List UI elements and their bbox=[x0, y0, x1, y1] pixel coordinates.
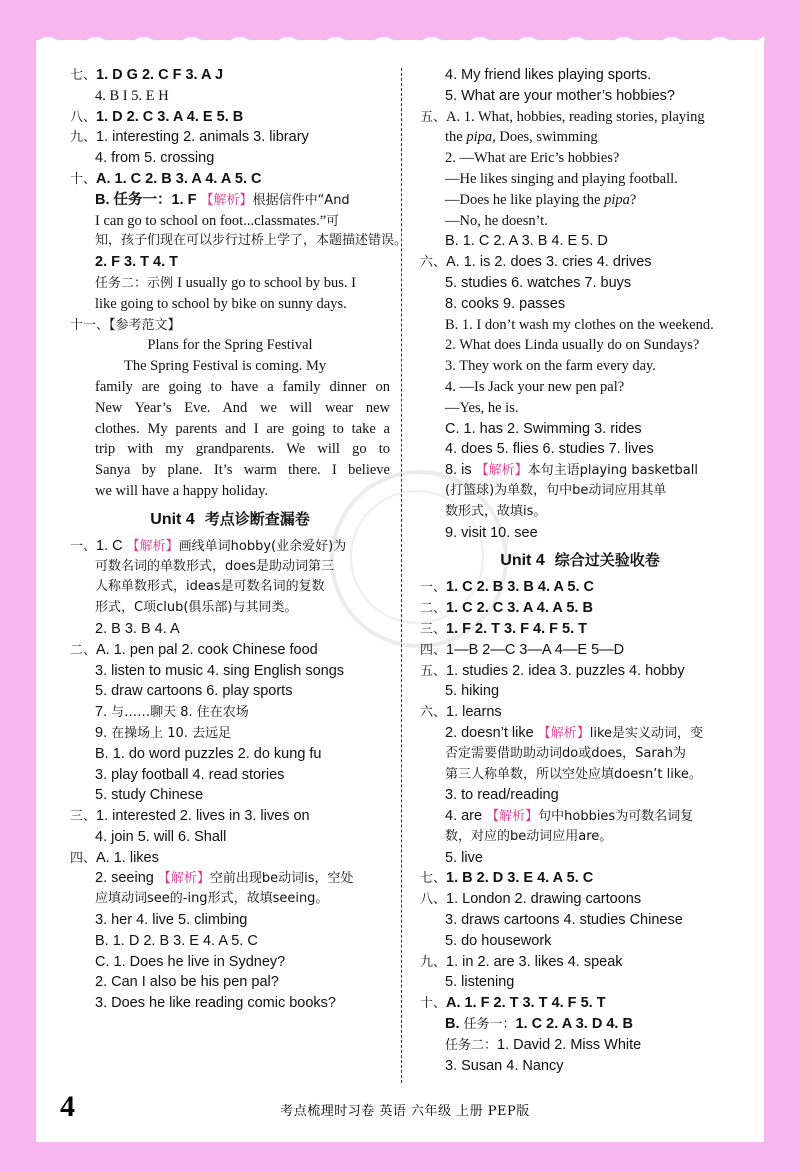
answer-text: 1. F 2. T 3. F 4. F 5. T bbox=[446, 620, 588, 637]
answer-text: 1. David 2. Miss White bbox=[497, 1036, 642, 1053]
answer-line: 4. does 5. flies 6. studies 7. lives bbox=[445, 441, 654, 458]
answer-line bbox=[70, 127, 390, 148]
answer-line: 2. F 3. T 4. T bbox=[95, 254, 178, 271]
answer-text: 六、 bbox=[420, 705, 447, 721]
answer-line: B. 1. D 2. B 3. E 4. A 5. C bbox=[95, 932, 258, 949]
answer-text: 句中hobbies为可数名词复 bbox=[538, 809, 694, 825]
answer-text: 在操场上 10. 去远足 bbox=[111, 725, 232, 741]
answer-text: 根据信件中“And bbox=[252, 192, 350, 208]
answer-line: 9. visit 10. see bbox=[445, 524, 538, 541]
answer-text: 二、 bbox=[420, 601, 447, 617]
answer-text: 2. doesn’t like bbox=[445, 724, 538, 741]
answer-line: 应填动词see的-ing形式，故填seeing。 bbox=[95, 891, 329, 907]
answer-text: 【解析】 bbox=[475, 463, 528, 479]
answer-line bbox=[420, 661, 740, 682]
answer-line bbox=[420, 889, 740, 910]
answer-line bbox=[420, 1035, 740, 1056]
essay-line: family are going to have a family dinner on bbox=[95, 378, 390, 395]
essay-line: clothes. My parents and I are going to take a bbox=[95, 420, 390, 437]
answer-text: A. 1. likes bbox=[96, 849, 159, 866]
answer-line bbox=[420, 723, 740, 744]
answer-line: 2. Can I also be his pen pal? bbox=[95, 974, 279, 991]
answer-text: 五、 bbox=[420, 109, 447, 125]
answer-line bbox=[420, 952, 740, 973]
answer-text: A. 1. pen pal 2. cook Chinese food bbox=[96, 641, 318, 658]
answer-text: A. 1. C 2. B 3. A 4. A 5. C bbox=[96, 170, 262, 187]
answer-line bbox=[70, 806, 390, 827]
answer-text: 1. C 2. C 3. A 4. A 5. B bbox=[446, 600, 593, 617]
essay-line: New Year’s Eve. And we will wear new bbox=[95, 399, 390, 416]
answer-line: 第三人称单数，所以空处应填doesn’t like。 bbox=[445, 766, 702, 782]
answer-text: 七、 bbox=[420, 871, 447, 887]
answer-text: 【解析】 bbox=[537, 725, 590, 741]
answer-line bbox=[70, 211, 390, 232]
answer-text: 四、 bbox=[420, 642, 447, 658]
answer-line: 3. Does he like reading comic books? bbox=[95, 995, 336, 1012]
answer-text: 【解析】 bbox=[126, 538, 179, 554]
answer-line: like going to school by bike on sunny days. bbox=[95, 295, 347, 312]
answer-line: 人称单数形式，ideas是可数名词的复数 bbox=[95, 579, 325, 595]
answer-text: A. 1. What, hobbies, reading stories, playing bbox=[446, 108, 705, 125]
answer-text: 【解析】 bbox=[200, 192, 253, 208]
answer-line bbox=[420, 806, 740, 827]
answer-line bbox=[420, 702, 740, 723]
answer-line: 数，对应的be动词应用are。 bbox=[445, 828, 613, 844]
answer-line bbox=[420, 1014, 740, 1035]
answer-text: 1. in 2. are 3. likes 4. speak bbox=[446, 953, 623, 970]
answer-text: 4. are bbox=[445, 808, 487, 825]
answer-line: 3. play football 4. read stories bbox=[95, 766, 285, 783]
answer-line: 3. draws cartoons 4. studies Chinese bbox=[445, 912, 683, 929]
answer-line: 5. draw cartoons 6. play sports bbox=[95, 683, 293, 700]
answer-text: 1. interesting 2. animals 3. library bbox=[96, 129, 309, 146]
right-column bbox=[420, 65, 740, 1076]
answer-text: 三、 bbox=[420, 621, 447, 637]
answer-text: 任务二： bbox=[445, 1037, 498, 1053]
answer-line: B. 1. C 2. A 3. B 4. E 5. D bbox=[445, 233, 608, 250]
answer-line: 5. What are your mother’s hobbies? bbox=[445, 87, 675, 104]
answer-line: —He likes singing and playing football. bbox=[445, 170, 678, 187]
answer-line bbox=[70, 723, 390, 744]
left-column bbox=[70, 65, 408, 1014]
answer-line bbox=[70, 169, 390, 190]
answer-line: 2. B 3. B 4. A bbox=[95, 620, 180, 637]
column-divider bbox=[401, 68, 402, 1083]
answer-text: 1—B 2—C 3—A 4—E 5—D bbox=[446, 641, 625, 658]
answer-line bbox=[420, 868, 740, 889]
answer-text: 综合过关验收卷 bbox=[554, 551, 660, 570]
answer-line bbox=[420, 252, 740, 273]
answer-text: 任务二：示例 bbox=[95, 275, 178, 291]
answer-line bbox=[70, 640, 390, 661]
section-heading bbox=[70, 502, 390, 536]
answer-text: pipa bbox=[466, 129, 493, 146]
answer-line bbox=[420, 190, 740, 211]
answer-text: 9. bbox=[95, 724, 112, 741]
answer-line: 2. What does Linda usually do on Sundays? bbox=[445, 337, 700, 354]
answer-text: the bbox=[445, 129, 467, 146]
answer-text: 九、 bbox=[70, 130, 97, 146]
answer-line: 4. —Is Jack your new pen pal? bbox=[445, 378, 625, 395]
answer-line: 5. do housework bbox=[445, 932, 552, 949]
answer-line bbox=[70, 868, 390, 889]
essay-line: Sanya by plane. It’s warm there. I believe bbox=[95, 462, 390, 479]
answer-line bbox=[70, 273, 390, 294]
answer-text: I can go to school on foot...classmates.” bbox=[95, 212, 327, 229]
answer-text: 1. D G 2. C F 3. A J bbox=[96, 67, 224, 83]
answer-text: 1. learns bbox=[446, 704, 502, 721]
essay-line: we will have a happy holiday. bbox=[95, 482, 269, 499]
answer-text: 七、 bbox=[70, 68, 97, 83]
answer-text: I usually go to school by bus. I bbox=[177, 274, 356, 291]
answer-text: 四、 bbox=[70, 850, 97, 866]
answer-text: 1. London 2. drawing cartoons bbox=[446, 891, 642, 908]
answer-line: 数形式，故填is。 bbox=[445, 503, 547, 519]
answer-line: 5. hiking bbox=[445, 683, 500, 700]
essay-line: trip with my grandparents. We will go to bbox=[95, 441, 390, 458]
footer-title: 考点梳理时习卷 英语 六年级 上册 PEP版 bbox=[280, 1104, 530, 1119]
answer-text: 十、 bbox=[70, 171, 97, 187]
answer-line: 3. her 4. live 5. climbing bbox=[95, 912, 248, 929]
answer-line: B. 1. do word puzzles 2. do kung fu bbox=[95, 745, 322, 762]
answer-text: 二、 bbox=[70, 642, 97, 658]
answer-text: 7. bbox=[95, 704, 112, 721]
answer-text: A. 1. F 2. T 3. T 4. F 5. T bbox=[446, 995, 606, 1012]
answer-line: —Yes, he is. bbox=[445, 399, 519, 416]
answer-line bbox=[70, 315, 390, 336]
answer-line: 4. My friend likes playing sports. bbox=[445, 67, 652, 83]
answer-line bbox=[420, 107, 740, 128]
answer-line: 4. from 5. crossing bbox=[95, 150, 215, 167]
essay-title: Plans for the Spring Festival bbox=[147, 337, 313, 354]
answer-line: 8. cooks 9. passes bbox=[445, 295, 566, 312]
answer-line: 5. listening bbox=[445, 974, 515, 991]
answer-text: B. bbox=[445, 1016, 464, 1033]
answer-line: 形式，C项club(俱乐部)与其同类。 bbox=[95, 600, 298, 616]
page-footer bbox=[60, 1088, 750, 1128]
answer-text: 1. C 2. B 3. B 4. A 5. C bbox=[446, 579, 595, 596]
answer-text: 【解析】 bbox=[157, 871, 210, 887]
answer-text: A. 1. is 2. does 3. cries 4. drives bbox=[446, 254, 652, 271]
answer-line: (打篮球)为单数，句中be动词应用其单 bbox=[445, 482, 667, 498]
answer-text: B. 任务一：1. F bbox=[95, 191, 201, 208]
answer-text: 十、 bbox=[420, 996, 447, 1012]
answer-line: C. 1. has 2. Swimming 3. rides bbox=[445, 420, 642, 437]
answer-text: 1. C bbox=[96, 537, 127, 554]
answer-text: 【解析】 bbox=[486, 809, 539, 825]
answer-text: 十一、【参考范文】 bbox=[70, 317, 181, 333]
answer-line: 5. studies 6. watches 7. buys bbox=[445, 274, 632, 291]
answer-text: 1. C 2. A 3. D 4. B bbox=[515, 1016, 633, 1033]
answer-line bbox=[420, 127, 740, 148]
answer-line: 5. live bbox=[445, 849, 483, 866]
answer-line bbox=[70, 65, 390, 86]
page-number: 4 bbox=[60, 1090, 75, 1123]
answer-line bbox=[420, 598, 740, 619]
answer-text: 1. D 2. C 3. A 4. E 5. B bbox=[96, 108, 244, 125]
answer-text: —Does he like playing the bbox=[445, 191, 605, 208]
answer-line bbox=[70, 848, 390, 869]
answer-line: 2. —What are Eric’s hobbies? bbox=[445, 150, 620, 167]
answer-line: B. 1. I don’t wash my clothes on the weekend. bbox=[445, 316, 714, 333]
answer-text: 可 bbox=[326, 213, 340, 229]
answer-text: like是实义动词，变 bbox=[589, 725, 704, 741]
answer-text: 1. interested 2. lives in 3. lives on bbox=[96, 808, 310, 825]
answer-line bbox=[420, 993, 740, 1014]
answer-line: 否定需要借助助动词do或does，Sarah为 bbox=[445, 745, 686, 761]
answer-line bbox=[70, 536, 390, 557]
answer-line bbox=[70, 107, 390, 128]
answer-text: 八、 bbox=[420, 892, 447, 908]
answer-text: Unit 4 bbox=[150, 510, 195, 528]
wave-border-decoration bbox=[0, 30, 800, 50]
answer-line: 知，孩子们现在可以步行过桥上学了，本题描述错误。 bbox=[95, 233, 408, 249]
answer-line: 4. B I 5. E H bbox=[95, 87, 169, 104]
answer-text: 2. seeing bbox=[95, 870, 158, 887]
answer-text: 五、 bbox=[420, 663, 447, 679]
essay-line: The Spring Festival is coming. My bbox=[124, 358, 327, 375]
answer-line bbox=[420, 577, 740, 598]
answer-line: 3. Susan 4. Nancy bbox=[445, 1057, 564, 1074]
answer-text: Unit 4 bbox=[500, 552, 545, 570]
answer-text: , Does, swimming bbox=[492, 129, 598, 146]
answer-line: 3. They work on the farm every day. bbox=[445, 358, 656, 375]
answer-text: 与……聊天 8. 住在农场 bbox=[111, 705, 249, 721]
answer-text: 空前出现be动词is，空处 bbox=[209, 871, 354, 887]
answer-line: 3. listen to music 4. sing English songs bbox=[95, 662, 345, 679]
answer-text: 考点诊断查漏卷 bbox=[204, 509, 310, 528]
answer-text: 九、 bbox=[420, 954, 447, 970]
answer-text: 三、 bbox=[70, 809, 97, 825]
answer-text: pipa bbox=[604, 191, 630, 208]
answer-text: 画线单词hobby(业余爱好)为 bbox=[178, 538, 347, 554]
answer-line: 4. join 5. will 6. Shall bbox=[95, 828, 227, 845]
answer-text: 本句主语playing basketball bbox=[527, 463, 698, 479]
section-heading bbox=[420, 543, 740, 577]
answer-text: 一、 bbox=[70, 538, 97, 554]
answer-text: ? bbox=[629, 191, 637, 208]
answer-line bbox=[70, 702, 390, 723]
answer-text: 六、 bbox=[420, 255, 447, 271]
answer-line bbox=[70, 190, 390, 211]
answer-line bbox=[420, 640, 740, 661]
answer-text: 8. is bbox=[445, 462, 476, 479]
answer-text: 一、 bbox=[420, 580, 447, 596]
answer-line: C. 1. Does he live in Sydney? bbox=[95, 953, 286, 970]
answer-text: 1. studies 2. idea 3. puzzles 4. hobby bbox=[446, 662, 685, 679]
answer-line: —No, he doesn’t. bbox=[445, 212, 548, 229]
answer-text: 任务一： bbox=[463, 1017, 516, 1033]
answer-text: 八、 bbox=[70, 109, 97, 125]
answer-line bbox=[420, 619, 740, 640]
answer-line: 可数名词的单数形式，does是助动词第三 bbox=[95, 558, 334, 574]
answer-line: 3. to read/reading bbox=[445, 787, 559, 804]
answer-text: 1. B 2. D 3. E 4. A 5. C bbox=[446, 870, 594, 887]
answer-line: 5. study Chinese bbox=[95, 787, 204, 804]
answer-line bbox=[420, 460, 740, 481]
